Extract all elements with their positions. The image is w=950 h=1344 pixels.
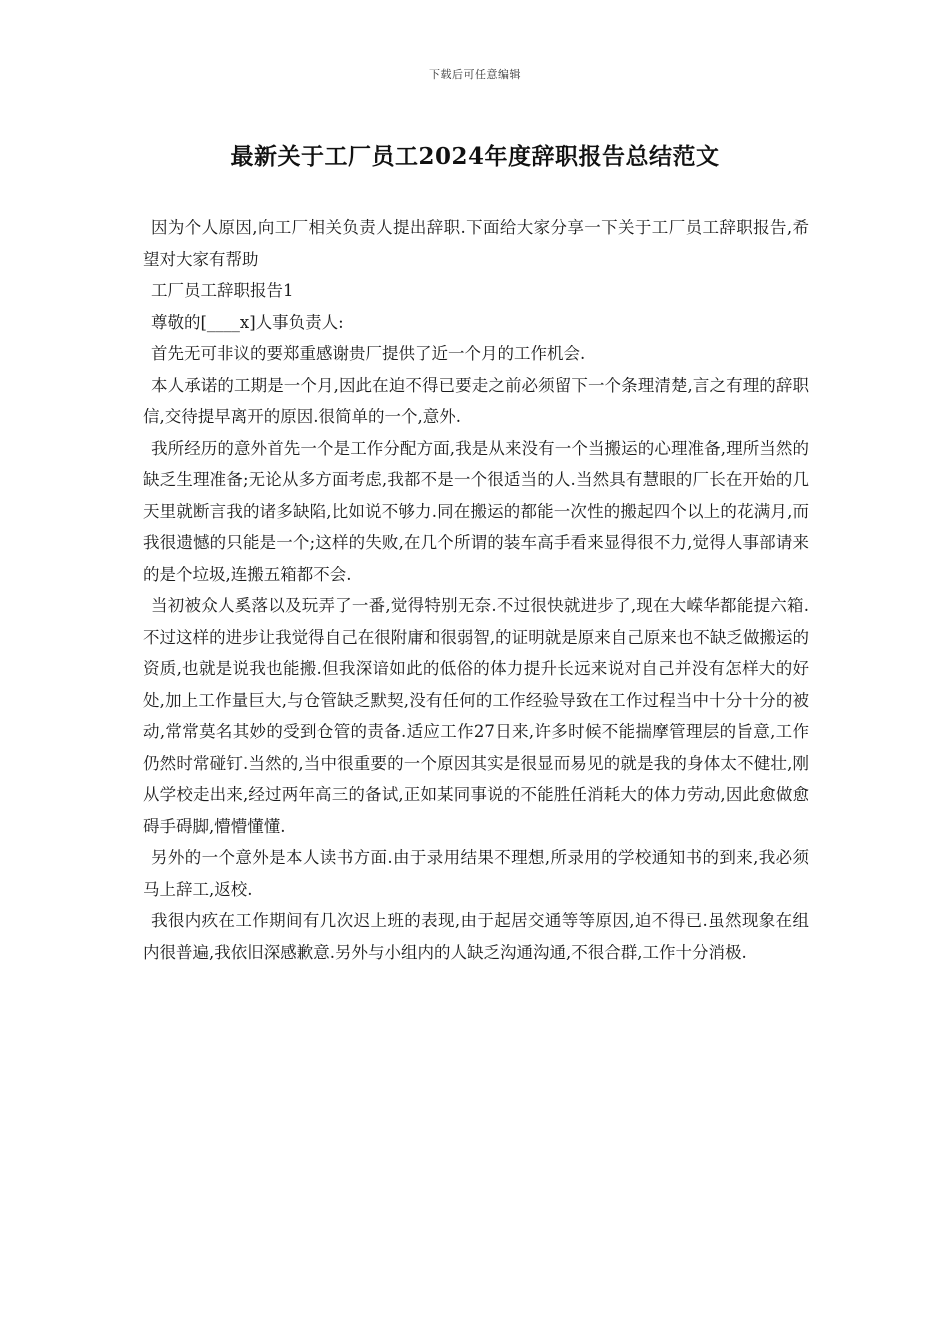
- document-body: [143, 212, 809, 968]
- page-header-note: 下载后可任意编辑: [429, 68, 521, 81]
- paragraph-apology: 我很内疚在工作期间有几次迟上班的表现,由于起居交通等等原因,迫不得已.虽然现象在组内很普遍,我依旧深感歉意.另外与小组内的人缺乏沟通沟通,不很合群,工作十分消极.: [143, 911, 809, 962]
- paragraph-salutation: 尊敬的[____x]人事负责人:: [151, 312, 344, 332]
- paragraph-study: 另外的一个意外是本人读书方面.由于录用结果不理想,所录用的学校通知书的到来,我必须马上辞工,返校.: [143, 848, 809, 899]
- paragraph-work-assignment: 我所经历的意外首先一个是工作分配方面,我是从来没有一个当搬运的心理准备,理所当然的缺乏生理准备;无论从多方面考虑,我都不是一个很适当的人.当然具有慧眼的厂长在开始的几天里就断言我的诸多缺陷,比如说不够力.同在搬运的都能一次性的搬起四个以上的花满月,而我很遗憾的只能是一个;这样的失败,在几个所谓的装车高手看来显得很不力,觉得人事部请来的是个垃圾,连搬五箱都不会.: [143, 438, 809, 584]
- document-title: 最新关于工厂员工2024年度辞职报告总结范文: [230, 143, 720, 170]
- paragraph-section-heading: 工厂员工辞职报告1: [151, 281, 294, 300]
- paragraph-progress: 当初被众人奚落以及玩弄了一番,觉得特别无奈.不过很快就进步了,现在大嵘华都能提六箱.不过这样的进步让我觉得自己在很附庸和很弱智,的证明就是原来自己原来也不缺乏做搬运的资质,也就是说我也能搬.但我深谙如此的低俗的体力提升长远来说对自己并没有怎样大的好处,加上工作量巨大,与仓管缺乏默契,没有任何的工作经验导致在工作过程当中十分十分的被动,常常莫名其妙的受到仓管的责备.适应工作27日来,许多时候不能揣摩管理层的旨意,工作仍然时常碰钉.当然的,当中很重要的一个原因其实是很显而易见的就是我的身体太不健壮,刚从学校走出来,经过两年高三的备试,正如某同事说的不能胜任消耗大的体力劳动,因此愈做愈碍手碍脚,懵懵懂懂.: [143, 596, 809, 836]
- paragraph-thanks: 首先无可非议的要郑重感谢贵厂提供了近一个月的工作机会.: [151, 344, 586, 363]
- paragraph-commitment: 本人承诺的工期是一个月,因此在迫不得已要走之前必须留下一个条理清楚,言之有理的辞职信,交待提早离开的原因.很简单的一个,意外.: [143, 375, 809, 426]
- paragraph-intro: 因为个人原因,向工厂相关负责人提出辞职.下面给大家分享一下关于工厂员工辞职报告,希望对大家有帮助: [143, 218, 809, 269]
